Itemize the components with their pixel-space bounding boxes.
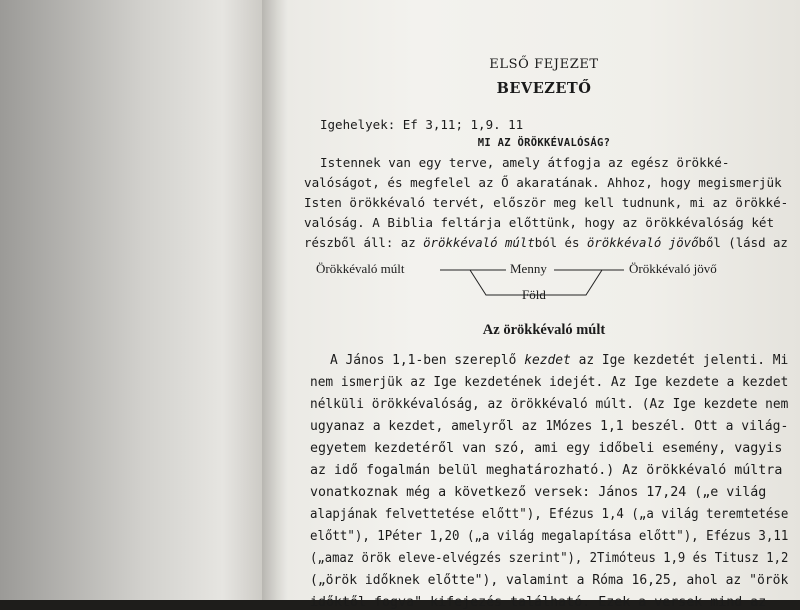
chapter-title: BEVEZETŐ: [496, 80, 592, 97]
right-page: [288, 0, 800, 610]
diagram-past-label: Örökkévaló múlt: [316, 261, 405, 276]
subheading: MI AZ ÖRÖKKÉVALÓSÁG?: [477, 137, 611, 149]
chapter-label: ELSŐ FEJEZET: [489, 57, 599, 72]
section-title: Az örökkévaló múlt: [482, 322, 606, 338]
book-gutter: [262, 0, 288, 600]
diagram-heaven-label: Menny: [510, 261, 547, 276]
intro-line: [304, 235, 788, 250]
text-run: az Ige kezdetét jelenti. Mi: [570, 353, 789, 368]
body-line: időktől fogva" kifejezés található. Ezek a versek mind az: [310, 595, 767, 610]
body-line: vonatkoznak még a következő versek: János 17,24 („e világ: [310, 485, 767, 500]
body-line: egyetem kezdetéről van szó, ami egy időbeli esemény, vagyis: [310, 441, 783, 456]
text-run: részből áll: az: [304, 235, 424, 250]
intro-line: valóság. A Biblia feltárja előttünk, hogy az örökkévalóság két: [304, 215, 775, 230]
text-run: A János 1,1-ben szereplő: [330, 353, 525, 368]
body-line: nem ismerjük az Ige kezdetének idejét. Az Ige kezdete a kezdet: [310, 375, 789, 390]
body-line: („amaz örök eleve-elvégzés szerint"), 2Timóteus 1,9 és Titusz 1,2: [310, 551, 789, 566]
italic-term: örökkévaló múlt: [423, 235, 535, 250]
diagram-earth-label: Föld: [522, 287, 546, 302]
intro-line: Isten örökkévaló tervét, először meg kell tudnunk, mi az örökké-: [304, 195, 789, 210]
body-line: ugyanaz a kezdet, amelyről az 1Mózes 1,1 beszél. Ott a világ-: [310, 419, 789, 434]
text-run: ből (lásd az: [698, 235, 788, 250]
intro-line: Istennek van egy terve, amely átfogja az egész örökké-: [320, 155, 730, 170]
body-line: („örök időknek előtte"), valamint a Róma 16,25, ahol az "örök: [310, 573, 789, 588]
body-line: [330, 353, 788, 368]
diagram-future-label: Örökkévaló jövő: [629, 261, 717, 276]
text-run: ból és: [534, 235, 587, 250]
body-line: az idő fogalmán belül meghatározható.) Az örökkévaló múltra: [310, 463, 783, 478]
italic-term: örökkévaló jövő: [586, 235, 699, 250]
body-line: előtt"), 1Péter 1,20 („a világ megalapítása előtt"), Efézus 3,11: [310, 529, 789, 544]
italic-term: kezdet: [524, 353, 571, 368]
body-line: nélküli örökkévalóság, az örökkévaló múlt. (Az Ige kezdete nem: [310, 397, 789, 412]
left-page: [0, 0, 262, 600]
intro-line: valóságot, és megfelel az Ő akaratának. Ahhoz, hogy megismerjük: [304, 175, 782, 190]
scripture-refs: Igehelyek: Ef 3,11; 1,9. 11: [320, 117, 524, 132]
eternity-diagram: [316, 255, 736, 310]
body-line: alapjának felvettetése előtt"), Efézus 1,4 („a világ teremtetése: [310, 507, 789, 522]
